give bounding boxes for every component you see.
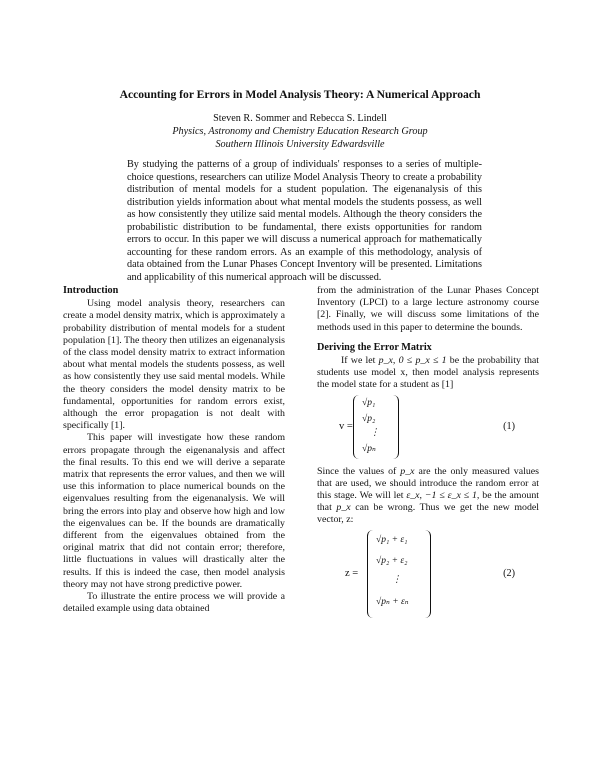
affiliation-university: Southern Illinois University Edwardsville <box>215 139 385 150</box>
paper-title: Accounting for Errors in Model Analysis Theory: A Numerical Approach <box>119 88 481 101</box>
vector-entry: √p₂ <box>362 413 376 424</box>
vector-entry: √p₁ + ε₁ <box>376 534 408 545</box>
vector-entry: √pₙ <box>362 443 376 454</box>
paragraph <box>317 466 539 527</box>
paragraph: To illustrate the entire process we will provide a detailed example using data obtained <box>63 591 285 615</box>
paragraph <box>317 355 539 392</box>
text-run: If we let <box>341 355 376 367</box>
right-column <box>317 285 539 625</box>
vector-entry: √p₂ + ε₂ <box>376 555 408 566</box>
column-vector <box>353 395 399 459</box>
vector-entry: √p₁ <box>362 397 376 408</box>
equation-number: (2) <box>503 567 515 579</box>
text-run: are the only measured values that are used, we should introduce the random error at this stage. We will let <box>317 465 539 502</box>
author-block <box>0 112 600 151</box>
vector-entry: ⋮ <box>392 574 402 585</box>
equation-number: (1) <box>503 420 515 432</box>
text-run: be the probability that students use model x, then model analysis represents the model state for a student as [1] <box>317 355 540 391</box>
text-run: can be wrong. Thus we get the new model vector, z: <box>317 502 540 526</box>
equation-1 <box>317 395 539 463</box>
left-column <box>63 285 285 615</box>
vector-entry: √pₙ + εₙ <box>376 596 409 607</box>
equation-2 <box>317 530 539 622</box>
inline-math: p_x <box>400 465 415 477</box>
section-heading-error-matrix: Deriving the Error Matrix <box>317 341 432 353</box>
column-vector <box>367 530 431 618</box>
inline-math: p_x <box>336 502 351 514</box>
inline-math: p_x, 0 ≤ p_x ≤ 1 <box>378 355 447 367</box>
section-heading-introduction: Introduction <box>63 285 119 296</box>
paragraph: This paper will investigate how these random errors propagate through the eigenanalysis and affect the final results. To this end we will derive a separate matrix that represents the error values, and then we will use this information to place numerical bounds on the eigenvalues resulting from the eigenanalysis. We will bring the errors into play and observe how high and low the eigenvalues can be. If the bounds are dramatically different from the eigenvalues obtained from the original matrix that did not contain error; therefore, little fluctuations in values will drastically alter the results. If this is indeed the case, then model analysis theory may not have strong predictive power. <box>63 432 285 590</box>
paragraph: Using model analysis theory, researchers can create a model density matrix, which is approximately a probability distribution of mental models for a student population [1]. The theory then utilizes an eigenanalysis of the class model density matrix to extract information about what mental models the students possess, as well as how consistently they use said mental models. While the theory considers the model density matrix to be fundamental, opportunities for random errors exist, although the error propagation is not dealt with specifically [1]. <box>63 298 285 432</box>
text-run: be the amount that <box>317 490 539 514</box>
equation-lhs: z = <box>345 567 359 579</box>
authors: Steven R. Sommer and Rebecca S. Lindell <box>213 113 387 124</box>
text-run: Since the values of <box>317 465 397 477</box>
inline-math: ε_x, −1 ≤ ε_x ≤ 1, <box>406 490 480 502</box>
vector-entry: ⋮ <box>370 427 380 438</box>
equation-lhs: v = <box>339 420 353 432</box>
paragraph: from the administration of the Lunar Phases Concept Inventory (LPCI) to a large lecture astronomy course [2]. Finally, we will discuss some limitations of the methods used in this paper to determine the bounds. <box>317 285 539 333</box>
affiliation-group: Physics, Astronomy and Chemistry Education Research Group <box>172 126 428 137</box>
abstract: By studying the patterns of a group of individuals' responses to a series of multiple-choice questions, researchers can utilize Model Analysis Theory to create a probability distribution of mental models for a student population. The eigenanalysis of this distribution yields information about what mental models the students possess, as well as how consistently they utilize said mental models. Although the theory considers the probabilistic distribution to be fundamental, there exists opportunities for random errors to occur. In this paper we will discuss a numerical approach for mathematically accounting for these random errors. As an example of this methodology, analysis of data obtained from the Lunar Phases Concept Inventory will be presented. Limitations and applicability of this numerical approach will be discussed. <box>127 159 482 283</box>
